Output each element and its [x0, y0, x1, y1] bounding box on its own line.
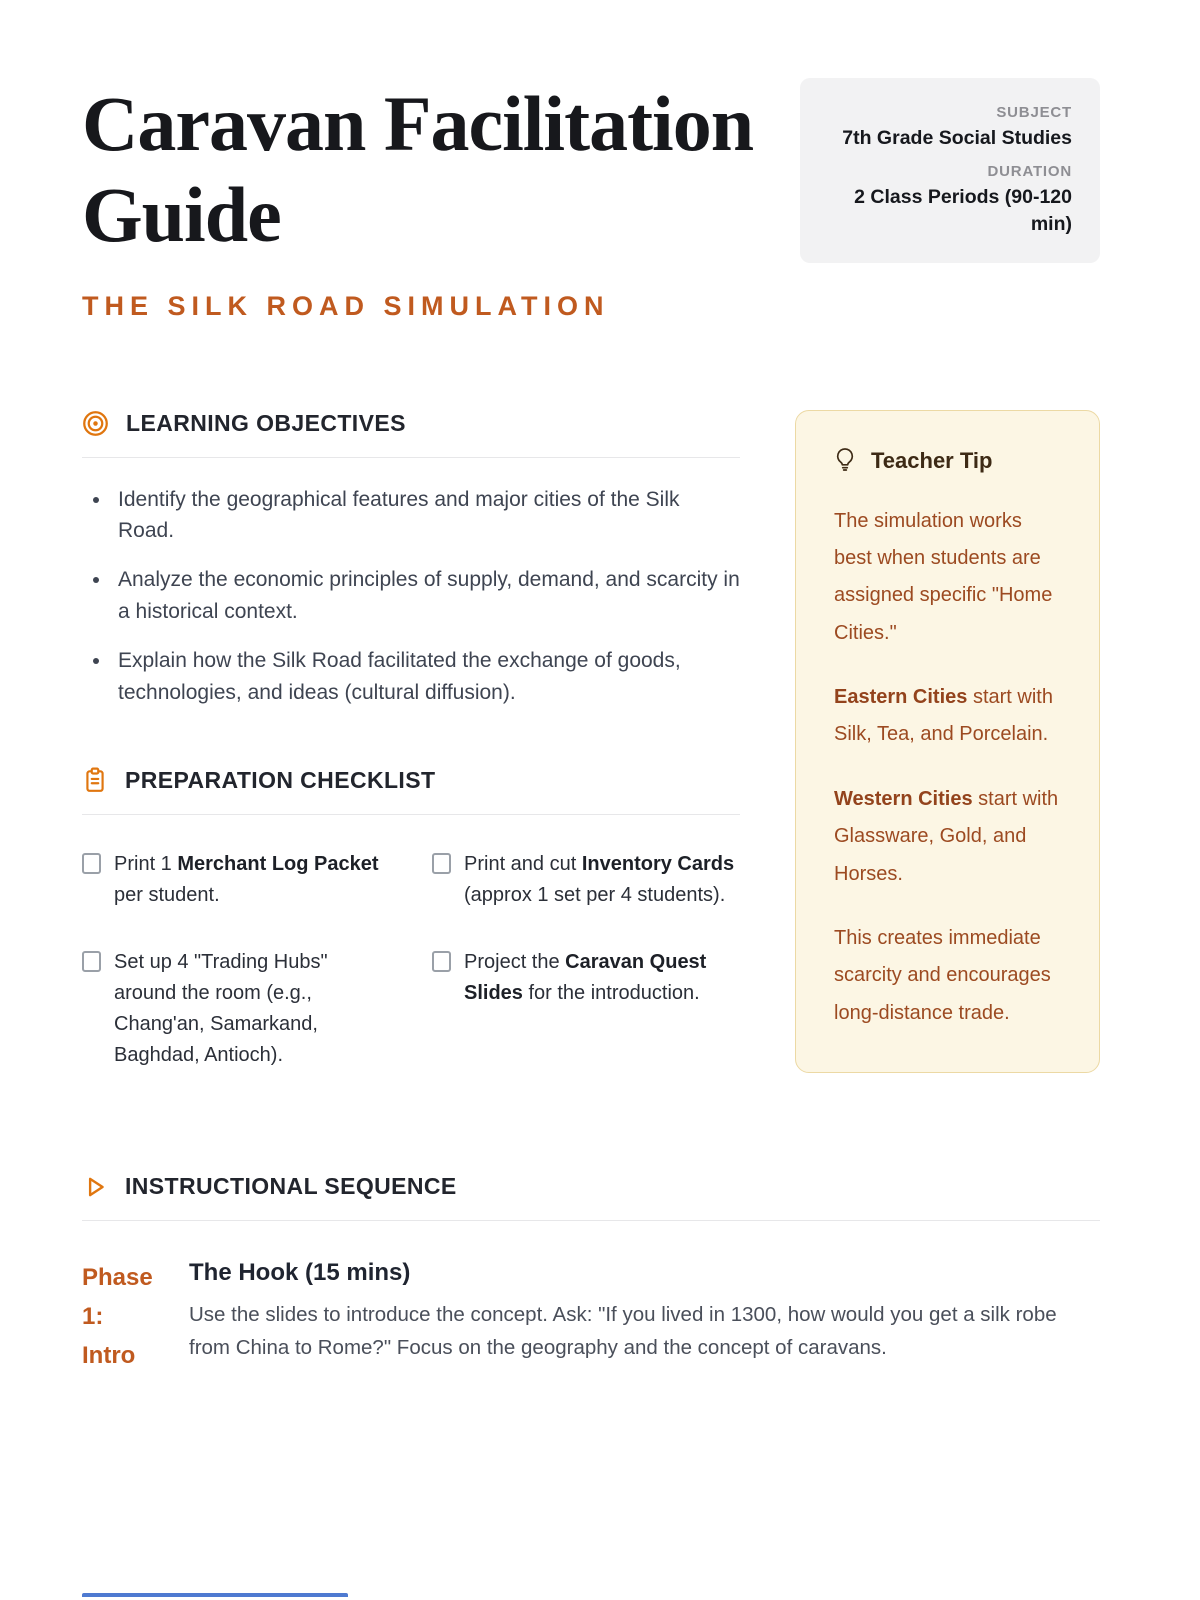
- duration-label: DURATION: [987, 163, 1072, 181]
- checklist-item-text: Print and cut Inventory Cards (approx 1 set per 4 students).: [464, 852, 735, 906]
- main-columns: [82, 410, 1100, 1074]
- meta-card: [800, 78, 1100, 263]
- checklist-item: [432, 849, 740, 911]
- tip-paragraph: This creates immediate scarcity and encourages long-distance trade.: [834, 927, 1051, 1024]
- next-phase-accent-line: [82, 1593, 348, 1597]
- tip-paragraph: Eastern Cities start with Silk, Tea, and Porcelain.: [834, 686, 1053, 746]
- tip-paragraph: Western Cities start with Glassware, Gold, and Horses.: [834, 787, 1059, 885]
- instructional-sequence-section: [82, 1173, 1100, 1376]
- section-divider: [82, 814, 740, 815]
- checkbox-icon[interactable]: [432, 951, 451, 972]
- page-subtitle: THE SILK ROAD SIMULATION: [82, 290, 610, 321]
- left-column: [82, 410, 740, 1074]
- objective-item: • Analyze the economic principles of supply, demand, and scarcity in a historical context.: [112, 564, 740, 628]
- subject-value: 7th Grade Social Studies: [842, 127, 1072, 149]
- learning-objectives-header: [82, 410, 740, 437]
- target-icon: [82, 410, 109, 437]
- checklist-item: [82, 947, 390, 1071]
- phase-label: Phase 1: Intro: [82, 1264, 153, 1369]
- document-header: [82, 78, 1100, 322]
- checklist-item-text: Print 1 Merchant Log Packet per student.: [114, 852, 379, 906]
- phase-text: Use the slides to introduce the concept. Ask: "If you lived in 1300, how would you get a silk robe from China to Rome?" Focus on the geography and the concept of caravans.: [189, 1303, 1057, 1359]
- phase-row: [82, 1259, 1100, 1376]
- objectives-list: [82, 484, 740, 709]
- preparation-checklist-header: [82, 767, 740, 794]
- lightbulb-icon: [834, 447, 856, 476]
- teacher-tip-header: [834, 447, 1063, 476]
- preparation-checklist-heading: PREPARATION CHECKLIST: [125, 766, 436, 793]
- objective-item: • Explain how the Silk Road facilitated the exchange of goods, technologies, and ideas (cultural diffusion).: [112, 645, 740, 709]
- teacher-tip-heading: Teacher Tip: [871, 448, 993, 473]
- checklist-item: [432, 947, 740, 1071]
- title-block: [82, 78, 782, 322]
- checklist-grid: [82, 849, 740, 1071]
- checklist-item-text: Set up 4 "Trading Hubs" around the room (e.g., Chang'an, Samarkand, Baghdad, Antioch).: [114, 950, 328, 1066]
- instructional-sequence-heading: INSTRUCTIONAL SEQUENCE: [125, 1173, 457, 1200]
- instructional-sequence-header: [82, 1173, 1100, 1200]
- checklist-item: [82, 849, 390, 911]
- tip-paragraph: The simulation works best when students are assigned specific "Home Cities.": [834, 509, 1053, 644]
- checklist-item-text: Project the Caravan Quest Slides for the introduction.: [464, 950, 707, 1004]
- duration-value: 2 Class Periods (90-120 min): [854, 186, 1072, 235]
- phase-body: [189, 1259, 1069, 1376]
- learning-objectives-section: [82, 410, 740, 709]
- learning-objectives-heading: LEARNING OBJECTIVES: [126, 409, 406, 436]
- right-column: [795, 410, 1100, 1074]
- checkbox-icon[interactable]: [82, 853, 101, 874]
- section-divider: [82, 457, 740, 458]
- objective-item: • Identify the geographical features and major cities of the Silk Road.: [112, 484, 740, 548]
- page-title: Caravan Facilitation Guide: [82, 80, 754, 259]
- preparation-checklist-section: [82, 767, 740, 1071]
- subject-label: SUBJECT: [996, 104, 1072, 121]
- section-divider: [82, 1220, 1100, 1221]
- checkbox-icon[interactable]: [82, 951, 101, 972]
- checkbox-icon[interactable]: [432, 853, 451, 874]
- play-icon: [82, 1174, 108, 1200]
- clipboard-icon: [82, 767, 108, 793]
- phase-title: The Hook (15 mins): [189, 1259, 411, 1287]
- teacher-tip-card: [795, 410, 1100, 1074]
